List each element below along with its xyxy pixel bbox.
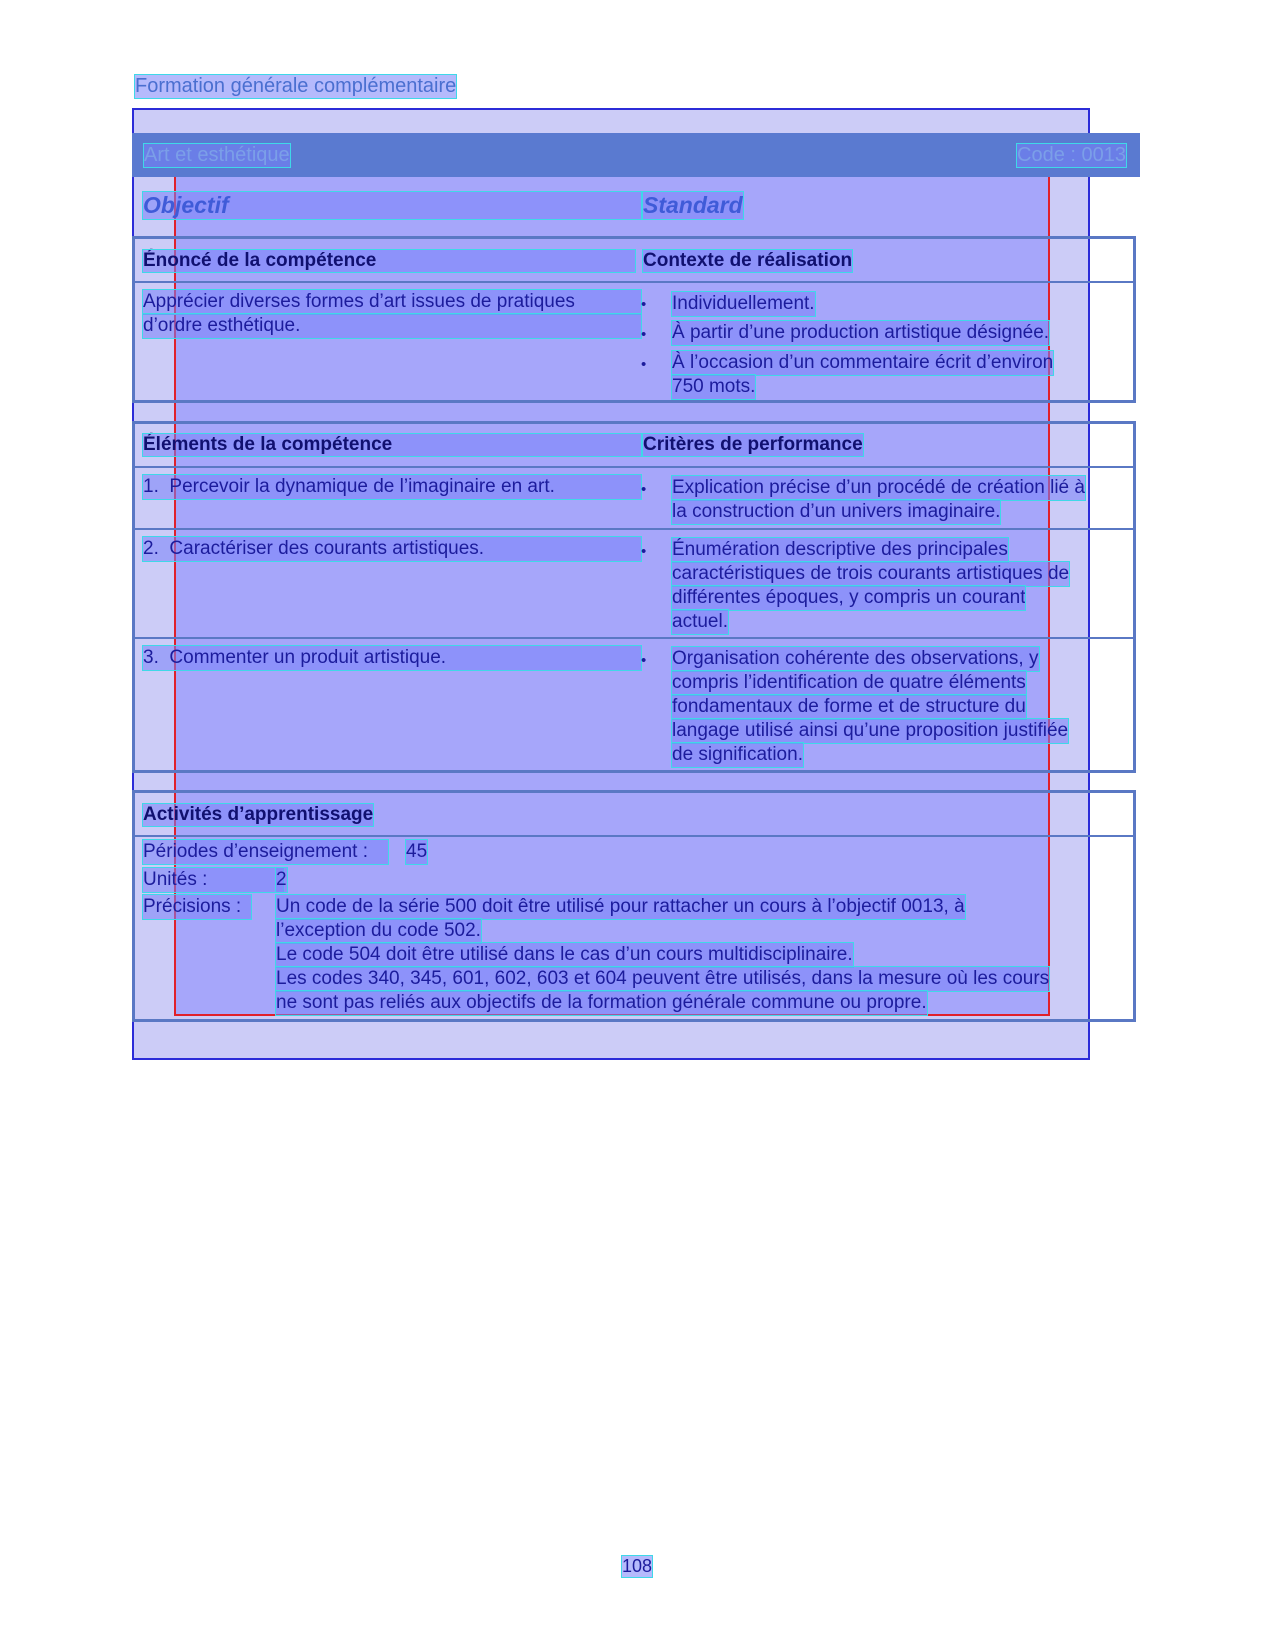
criteria-line: fondamentaux de forme et de structure du xyxy=(672,696,1026,717)
subject-title: Art et esthétique xyxy=(144,144,290,166)
objectif-header: Objectif xyxy=(143,192,641,219)
elements-title: Éléments de la compétence xyxy=(143,434,641,456)
criteria-line: Explication précise d’un procédé de création lié à xyxy=(672,477,1085,498)
context-title: Contexte de réalisation xyxy=(643,250,853,271)
bullet: • xyxy=(641,326,647,343)
criteria-line: de signification. xyxy=(672,744,803,765)
criteria-title: Critères de performance xyxy=(643,434,863,455)
context-item: Individuellement. xyxy=(672,293,815,314)
precision-line: Un code de la série 500 doit être utilisé pour rattacher un cours à l’objectif 0013, à xyxy=(276,896,965,917)
units-label: Unités : xyxy=(143,868,283,892)
criteria-line: Organisation cohérente des observations, y xyxy=(672,648,1039,669)
criteria-line: caractéristiques de trois courants artistiques de xyxy=(672,563,1070,584)
precision-line: Le code 504 doit être utilisé dans le cas d’un cours multidisciplinaire. xyxy=(276,944,853,965)
title-bar xyxy=(132,133,1140,177)
bullet: • xyxy=(641,481,647,498)
precision-line: ne sont pas reliés aux objectifs de la formation générale commune ou propre. xyxy=(276,992,927,1013)
element-item: 2. Caractériser des courants artistiques. xyxy=(143,537,641,561)
criteria-line: compris l’identification de quatre éléments xyxy=(672,672,1026,693)
statement-line: d’ordre esthétique. xyxy=(143,314,641,338)
criteria-line: la construction d’un univers imaginaire. xyxy=(672,501,1001,522)
running-head: Formation générale complémentaire xyxy=(135,75,457,97)
criteria-line: langage utilisé ainsi qu’une proposition justifiée xyxy=(672,720,1069,741)
context-item: À l’occasion d’un commentaire écrit d’environ xyxy=(672,352,1054,373)
element-item: 3. Commenter un produit artistique. xyxy=(143,646,641,670)
bullet: • xyxy=(641,296,647,313)
standard-header: Standard xyxy=(643,192,743,218)
context-item: À partir d’une production artistique désignée. xyxy=(672,322,1050,343)
bullet: • xyxy=(641,356,647,373)
statement-title: Énoncé de la compétence xyxy=(143,250,635,272)
periods-label: Périodes d’enseignement : xyxy=(143,840,388,864)
periods-value: 45 xyxy=(406,841,428,862)
element-item: 1. Percevoir la dynamique de l’imaginaire en art. xyxy=(143,475,641,499)
units-value: 2 xyxy=(276,869,287,890)
criteria-line: actuel. xyxy=(672,611,728,632)
objective-code: Code : 0013 xyxy=(1017,144,1126,166)
precisions-label: Précisions : xyxy=(143,895,251,919)
context-item: 750 mots. xyxy=(672,376,756,397)
page-number: 108 xyxy=(622,1556,653,1576)
criteria-line: Énumération descriptive des principales xyxy=(672,539,1008,560)
criteria-line: différentes époques, y compris un courant xyxy=(672,587,1026,608)
bullet: • xyxy=(641,652,647,669)
bullet: • xyxy=(641,543,647,560)
activities-title: Activités d’apprentissage xyxy=(143,804,374,825)
precision-line: l’exception du code 502. xyxy=(276,920,481,941)
precision-line: Les codes 340, 345, 601, 602, 603 et 604 peuvent être utilisés, dans la mesure où les cours xyxy=(276,968,1050,989)
statement-line: Apprécier diverses formes d’art issues de pratiques xyxy=(143,290,641,314)
